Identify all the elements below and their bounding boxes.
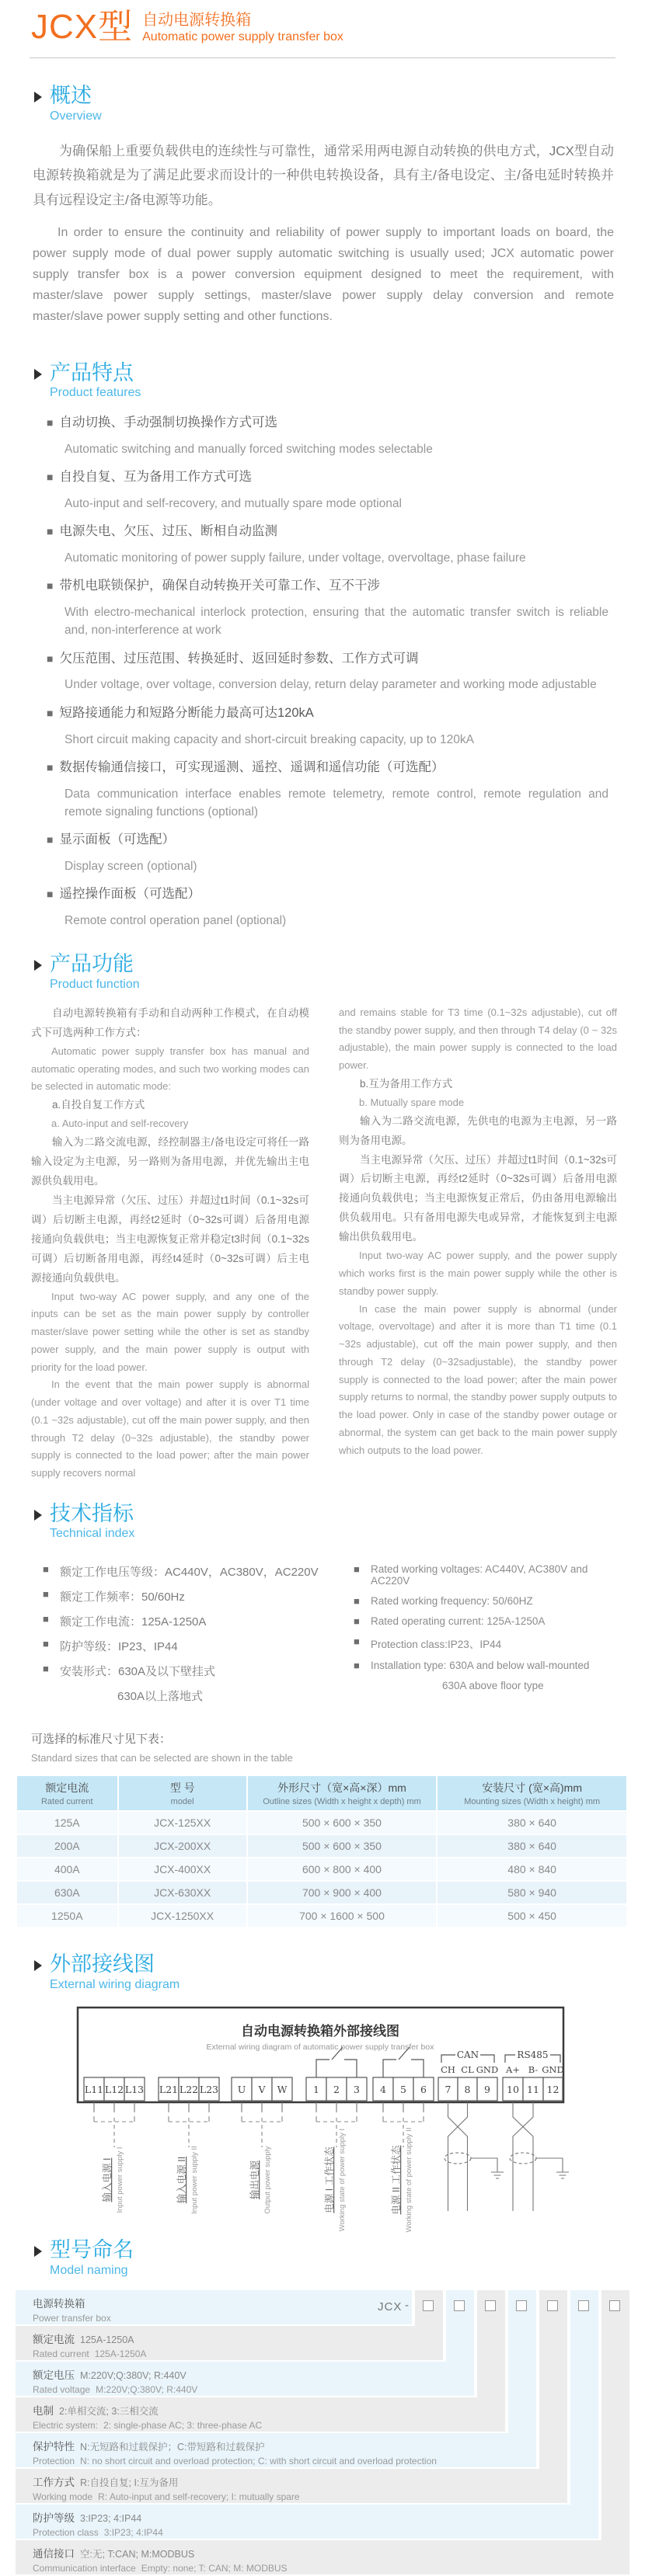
- feature-item: [47, 524, 614, 567]
- square-bullet-icon: ■: [47, 760, 54, 773]
- square-bullet-icon: ■: [43, 1613, 49, 1625]
- svg-text:L12: L12: [104, 2084, 124, 2096]
- tech-item: [43, 1588, 354, 1604]
- model-dash: -: [405, 2298, 409, 2312]
- naming-column-strip: [508, 2290, 536, 2467]
- naming-value-en: R: Auto-input and self-recovery; I: mutually spare: [98, 2491, 300, 2502]
- function-paragraph: Input two-way AC power supply, and the power supply which works first is the main power supply while the other is standby power supply.: [339, 1250, 617, 1297]
- naming-value-en: 2: single-phase AC; 3: three-phase AC: [103, 2419, 263, 2431]
- feature-text-en: Remote control operation panel (optional): [64, 913, 287, 927]
- feature-text-en: Under voltage, over voltage, conversion delay, return delay parameter and working mode adjustable: [64, 678, 597, 692]
- naming-value-en: 125A-1250A: [94, 2348, 147, 2359]
- square-bullet-icon: ■: [43, 1563, 49, 1576]
- svg-text:9: 9: [484, 2084, 490, 2096]
- cell-outline-size: 500 × 600 × 350: [248, 1835, 437, 1857]
- section-arrow-icon: [34, 960, 42, 971]
- section-title-cn: 外部接线图: [50, 1952, 155, 1976]
- group-label-cn: 电源 II 工作状态: [391, 2145, 402, 2215]
- function-paragraph: b.互为备用工作方式: [360, 1077, 453, 1090]
- naming-value-en: Empty: none; T: CAN; M: MODBUS: [141, 2562, 288, 2574]
- naming-value-en: M:220V;Q:380V; R:440V: [96, 2383, 198, 2395]
- naming-value-cn: 2:单相交流; 3:三相交流: [59, 2405, 159, 2417]
- feature-item: [47, 470, 614, 513]
- feature-text-en: Display screen (optional): [64, 859, 197, 873]
- svg-text:L21: L21: [159, 2084, 179, 2096]
- feature-item: [47, 833, 614, 875]
- section-arrow-icon: [34, 2246, 42, 2257]
- cell-rated-current: 125A: [17, 1812, 117, 1834]
- tech-item: [354, 1615, 622, 1627]
- page-header: [31, 9, 614, 45]
- square-bullet-icon: [43, 1688, 60, 1704]
- feature-item: [47, 760, 614, 821]
- diagram-title-en: External wiring diagram of automatic power supply transfer box: [206, 2042, 434, 2053]
- tech-list-cn: [43, 1555, 354, 1704]
- function-paragraph: 自动电源转换箱有手动和自动两种工作模式，在自动模式下可选两种工作方式：: [31, 1006, 309, 1038]
- naming-value-cn: 3:IP23; 4:IP44: [80, 2512, 142, 2524]
- naming-label-cn: 通信接口: [33, 2547, 75, 2560]
- tech-text: Rated working frequency: 50/60HZ: [371, 1595, 533, 1608]
- tech-item: [354, 1680, 622, 1691]
- rs485-bus-label: RS485: [517, 2049, 549, 2061]
- twisted-pair-can: [445, 2102, 504, 2211]
- tech-text: Rated operating current: 125A-1250A: [371, 1615, 546, 1628]
- group-brackets: [94, 2116, 424, 2147]
- svg-text:L22: L22: [179, 2084, 199, 2096]
- tech-item: [354, 1595, 622, 1607]
- tech-item: [43, 1638, 354, 1654]
- section-title-en: Model naming: [50, 2263, 128, 2277]
- feature-text-cn: 欠压范围、过压范围、转换延时、返回延时参数、工作方式可调: [59, 651, 419, 666]
- code-box: [547, 2300, 558, 2311]
- group-label-en: Input power supply II: [190, 2146, 199, 2214]
- function-paragraph: and remains stable for T3 time (0.1~32s adjustable), cut off the standby power supply, and then through T4 delay (0 ~ 32s adjustable), the main power supply is connected to the load power.: [339, 1006, 617, 1072]
- tech-item: [354, 1636, 622, 1651]
- square-bullet-icon: ■: [47, 706, 54, 719]
- feature-text-cn: 遥控操作面板（可选配）: [59, 887, 200, 902]
- square-bullet-icon: ■: [43, 1588, 49, 1601]
- naming-label-en: Protection: [33, 2455, 75, 2466]
- naming-label-en: Electric system:: [33, 2419, 99, 2431]
- wiring-diagram: [0, 2003, 645, 2236]
- feature-item: [47, 887, 614, 930]
- section-header-naming: [34, 2239, 645, 2278]
- naming-label-cn: 工作方式: [33, 2476, 75, 2488]
- model-naming-row: [16, 2469, 567, 2503]
- square-bullet-icon: ■: [47, 525, 54, 538]
- svg-text:A+: A+: [506, 2064, 520, 2076]
- section-header-wiring: [34, 1953, 645, 1992]
- ground-icon: [536, 2158, 569, 2178]
- svg-text:B-: B-: [528, 2064, 539, 2076]
- naming-label-cn: 保护特性: [33, 2440, 75, 2453]
- datasheet-page: [0, 9, 645, 2572]
- model-naming-row: [16, 2290, 412, 2324]
- group-label-cn: 输入电源 I: [102, 2157, 113, 2202]
- tech-text: 安装形式：630A及以下壁挂式: [60, 1665, 216, 1679]
- model-naming-row: [16, 2326, 443, 2360]
- col-header-en: Outline sizes (Width x height x depth) mm: [263, 1797, 421, 1807]
- group-label-en: Working state of power supply I: [338, 2128, 347, 2232]
- cell-rated-current: 630A: [17, 1882, 117, 1903]
- svg-text:CH: CH: [441, 2064, 455, 2076]
- feature-text-cn: 自投自复、互为备用工作方式可选: [59, 470, 252, 485]
- svg-text:10: 10: [507, 2084, 519, 2096]
- table-note-en: Standard sizes that can be selected are shown in the table: [31, 1752, 293, 1764]
- group-labels: [101, 2128, 413, 2233]
- svg-text:7: 7: [445, 2084, 452, 2096]
- square-bullet-icon: ■: [47, 888, 54, 901]
- function-paragraph: 当主电源异常（欠压、过压）并超过t1时间（0.1~32s可调）后切断主电源，再经t2延时（0~32s可调）后备用电源接通向负载供电；当主电源恢复正常后，仍由备用电源输出供负载用电。只有备用电源失电或异常，才能恢复到主电源输出供负载用电。: [339, 1153, 617, 1243]
- naming-value-cn: 125A-1250A: [80, 2334, 134, 2345]
- naming-label-en: Rated current: [33, 2348, 89, 2359]
- wire-stubs: [94, 2102, 424, 2112]
- model-naming-row: [16, 2397, 505, 2432]
- square-bullet-icon: ■: [43, 1638, 49, 1650]
- product-model-title: JCX型: [31, 8, 134, 46]
- section-arrow-icon: [34, 369, 42, 380]
- feature-text-en: Auto-input and self-recovery, and mutually spare mode optional: [64, 497, 402, 511]
- tech-list-en: [354, 1555, 622, 1704]
- function-column-right: [339, 1004, 617, 1483]
- feature-text-cn: 带机电联锁保护，确保自动转换开关可靠工作、互不干涉: [59, 579, 380, 593]
- feature-item: [47, 706, 614, 749]
- section-title-cn: 型号命名: [50, 2238, 134, 2262]
- section-title-cn: 产品功能: [50, 952, 134, 976]
- col-header-en: Rated current: [40, 1797, 93, 1807]
- svg-text:4: 4: [380, 2084, 386, 2096]
- function-column-left: [31, 1004, 309, 1483]
- col-header-en: model: [170, 1797, 194, 1807]
- group-label-en: Output power supply: [263, 2146, 272, 2214]
- col-header-cn: 额定电流: [45, 1782, 89, 1795]
- table-row: [17, 1905, 626, 1927]
- product-title-en: Automatic power supply transfer box: [142, 30, 343, 43]
- function-paragraph: Input two-way AC power supply, and any one of the inputs can be set as the main power supply by controller master/slave power setting while the other is set as standby power supply, and the main power supply is output with priority for the load power.: [31, 1290, 309, 1373]
- code-box: [485, 2300, 496, 2311]
- naming-column-strip: [601, 2290, 629, 2574]
- cell-model: JCX-400XX: [119, 1858, 246, 1880]
- svg-text:W: W: [277, 2084, 288, 2096]
- naming-column-strip: [446, 2290, 474, 2396]
- naming-value-cn: 空:无; T:CAN; M:MODBUS: [80, 2548, 195, 2560]
- section-title-en: Product function: [50, 977, 140, 991]
- section-header-tech: [34, 1503, 645, 1542]
- square-bullet-icon: ■: [354, 1595, 360, 1608]
- naming-value-cn: R:自投自复; I:互为备用: [80, 2477, 179, 2488]
- square-bullet-icon: ■: [47, 416, 54, 429]
- cell-mounting-size: 580 × 940: [438, 1882, 626, 1903]
- svg-text:8: 8: [464, 2084, 471, 2096]
- naming-label-en: Power transfer box: [33, 2312, 111, 2324]
- naming-label-cn: 电源转换箱: [33, 2297, 85, 2310]
- group-label-cn: 输入电源 II: [176, 2156, 187, 2204]
- section-arrow-icon: [34, 92, 42, 103]
- feature-text-cn: 电源失电、欠压、过压、断相自动监测: [59, 524, 277, 539]
- tech-text: 防护等级：IP23、IP44: [60, 1640, 178, 1654]
- section-title-cn: 技术指标: [50, 1501, 134, 1525]
- cell-rated-current: 1250A: [17, 1905, 117, 1927]
- square-bullet-icon: ■: [47, 652, 54, 665]
- feature-text-en: With electro-mechanical interlock protection, ensuring that the automatic transfer switch is reliable and, non-interference at work: [64, 606, 608, 638]
- svg-text:GND: GND: [542, 2064, 564, 2076]
- feature-item: [47, 652, 614, 694]
- model-naming-row: [16, 2540, 629, 2574]
- square-bullet-icon: ■: [47, 579, 54, 593]
- svg-text:3: 3: [354, 2084, 360, 2096]
- tech-item: [354, 1660, 622, 1671]
- col-header-cn: 外形尺寸（宽×高×深）mm: [277, 1782, 406, 1795]
- model-prefix: JCX: [378, 2300, 403, 2314]
- table-row: [17, 1835, 626, 1857]
- tech-item: [43, 1563, 354, 1580]
- naming-label-cn: 额定电压: [33, 2369, 75, 2381]
- code-box: [516, 2300, 527, 2311]
- cell-model: JCX-630XX: [119, 1882, 246, 1903]
- function-paragraph: In the event that the main power supply is abnormal (under voltage and over voltage) and after it is over T1 time (0.1 ~32s adjustable), cut off the main power supply, and then through T2 delay (0~32s adjustable), the standby power supply is connected to the load power; after the main power supply recovers normal: [31, 1378, 309, 1479]
- ground-icon: [471, 2158, 504, 2178]
- table-note-cn: 可选择的标准尺寸见下表：: [31, 1733, 172, 1747]
- section-title-cn: 产品特点: [50, 360, 134, 384]
- section-arrow-icon: [34, 1960, 42, 1971]
- cell-model: JCX-125XX: [119, 1812, 246, 1834]
- tech-text: Rated working voltages: AC440V, AC380V and AC220V: [371, 1563, 588, 1587]
- group-label-cn: 电源 I 工作状态: [324, 2147, 335, 2213]
- square-bullet-icon: [354, 1680, 371, 1691]
- naming-label-en: Working mode: [33, 2491, 93, 2502]
- table-row: [17, 1858, 626, 1880]
- cell-outline-size: 500 × 600 × 350: [248, 1812, 437, 1834]
- function-paragraph: 输入为二路交流电源，先供电的电源为主电源，另一路则为备用电源。: [339, 1114, 617, 1146]
- square-bullet-icon: ■: [43, 1663, 49, 1675]
- feature-list: [47, 415, 614, 930]
- feature-text-cn: 短路接通能力和短路分断能力最高可达120kA: [59, 705, 314, 720]
- svg-text:V: V: [258, 2084, 266, 2096]
- tech-text: 630A above floor type: [442, 1680, 544, 1692]
- tech-item: [354, 1563, 622, 1587]
- group-label-en: Working state of power supply II: [405, 2127, 413, 2233]
- tech-text: 额定工作电压等级：AC440V，AC380V，AC220V: [60, 1566, 319, 1580]
- section-title-en: External wiring diagram: [50, 1978, 180, 1992]
- feature-text-en: Automatic monitoring of power supply failure, under voltage, overvoltage, phase failure: [64, 551, 526, 565]
- model-naming-diagram: [0, 2290, 645, 2574]
- feature-item: [47, 415, 614, 458]
- section-header-features: [34, 362, 645, 401]
- code-box: [454, 2300, 465, 2311]
- square-bullet-icon: ■: [47, 471, 54, 484]
- model-naming-row: [16, 2433, 536, 2467]
- standard-sizes-table: [16, 1775, 628, 1928]
- product-title-cn: 自动电源转换箱: [142, 12, 252, 29]
- naming-value-en: N: no short circuit and overload protection; C: with short circuit and overload protection: [80, 2455, 437, 2466]
- cell-mounting-size: 380 × 640: [438, 1835, 626, 1857]
- tech-item: [43, 1613, 354, 1629]
- square-bullet-icon: ■: [354, 1563, 360, 1576]
- diagram-title-cn: 自动电源转换箱外部接线图: [241, 2024, 399, 2040]
- col-header-en: Mounting sizes (Width x height) mm: [464, 1797, 601, 1807]
- svg-text:12: 12: [546, 2084, 560, 2096]
- cell-outline-size: 700 × 1600 × 500: [248, 1905, 437, 1927]
- naming-column-strip: [477, 2290, 505, 2432]
- section-header-overview: [34, 85, 645, 123]
- tech-text: 额定工作电流：125A-1250A: [60, 1615, 207, 1629]
- naming-column-strip: [405, 2290, 443, 2360]
- cell-outline-size: 700 × 900 × 400: [248, 1882, 437, 1903]
- cell-mounting-size: 480 × 840: [438, 1858, 626, 1880]
- function-paragraph: In case the main power supply is abnormal (under voltage, overvoltage) and after it is more than T1 time (0.1 ~32s adjustable), cut off the main power supply, and then through T2 delay (0~32sadjustable), the standby power supply is connected to the load power; after the main power supply returns to normal, the standby power supply outputs to the load power. Only in case of the standby power outage or abnormal, the system can get back to the main power supply which outputs to the load power.: [339, 1302, 617, 1456]
- cell-model: JCX-1250XX: [119, 1905, 246, 1927]
- cell-model: JCX-200XX: [119, 1835, 246, 1857]
- tech-text: Protection class:IP23、IP44: [371, 1639, 502, 1651]
- section-title-en: Overview: [50, 109, 102, 123]
- naming-label-en: Rated voltage: [33, 2383, 91, 2395]
- cell-mounting-size: 500 × 450: [438, 1905, 626, 1927]
- naming-label-cn: 防护等级: [33, 2512, 75, 2524]
- overview-paragraph-en: In order to ensure the continuity and reliability of power supply to important loads on board, the power supply mode of dual power supply automatic switching is usually used; JCX automatic power supply transfer box is a power conversion equipment designed to meet the requirement, with master/slave power supply settings, master/slave power supply delay conversion and remote master/slave power supply setting and other functions.: [33, 226, 614, 323]
- model-naming-row: [16, 2362, 474, 2396]
- naming-label-en: Protection class: [33, 2526, 99, 2538]
- code-box: [423, 2300, 434, 2311]
- section-title-cn: 概述: [50, 84, 92, 108]
- feature-text-en: Automatic switching and manually forced switching modes selectable: [64, 443, 433, 457]
- feature-text-cn: 数据传输通信接口，可实现遥测、遥控、遥调和遥信功能（可选配）: [59, 760, 445, 774]
- svg-text:L23: L23: [199, 2084, 219, 2096]
- table-row: [17, 1882, 626, 1903]
- cell-mounting-size: 380 × 640: [438, 1812, 626, 1834]
- feature-text-en: Short circuit making capacity and short-circuit breaking capacity, up to 120kA: [64, 732, 474, 746]
- naming-value-cn: M:220V;Q:380V; R:440V: [80, 2369, 187, 2381]
- naming-value-en: 3:IP23; 4:IP44: [103, 2526, 163, 2538]
- function-paragraph: 输入为二路交流电源，经控制器主/备电设定可将任一路输入设定为主电源，另一路则为备用电源，并优先输出主电源供负载用电。: [31, 1135, 309, 1187]
- feature-text-en: Data communication interface enables remote telemetry, remote control, remote regulation and remote signaling functions (optional): [64, 787, 608, 819]
- tech-text: Installation type: 630A and below wall-mounted: [371, 1660, 590, 1672]
- twisted-pair-rs485: [510, 2102, 569, 2211]
- col-header-cn: 安装尺寸 (宽×高)mm: [482, 1782, 582, 1795]
- svg-text:11: 11: [527, 2084, 539, 2096]
- cell-rated-current: 400A: [17, 1858, 117, 1880]
- naming-label-cn: 额定电流: [33, 2333, 75, 2345]
- overview-paragraph-cn: 为确保船上重要负载供电的连续性与可靠性，通常采用两电源自动转换的供电方式，JCX型自动电源转换箱就是为了满足此要求而设计的一种供电转换设备，具有主/备电设定、主/备电延时转换并具有远程设定主/备电源等功能。: [33, 143, 614, 207]
- section-title-en: Technical index: [50, 1527, 135, 1541]
- tech-item: [43, 1663, 354, 1679]
- code-box: [578, 2300, 589, 2311]
- svg-text:L11: L11: [84, 2084, 104, 2096]
- group-label-cn: 输出电源: [249, 2161, 260, 2200]
- section-title-en: Product features: [50, 386, 141, 400]
- feature-text-cn: 显示面板（可选配）: [59, 833, 175, 847]
- svg-text:CL: CL: [461, 2064, 474, 2076]
- naming-value-cn: N:无短路和过载保护；C:带短路和过载保护: [80, 2441, 265, 2453]
- feature-item: [47, 579, 614, 639]
- naming-column-strip: [539, 2290, 567, 2503]
- function-paragraph: a. Auto-input and self-recovery: [51, 1118, 189, 1130]
- col-header-cn: 型 号: [169, 1782, 195, 1795]
- function-paragraph: a.自投自复工作方式: [52, 1099, 145, 1111]
- square-bullet-icon: ■: [354, 1636, 360, 1648]
- square-bullet-icon: ■: [354, 1660, 360, 1672]
- svg-text:6: 6: [420, 2084, 427, 2096]
- cell-rated-current: 200A: [17, 1835, 117, 1857]
- svg-text:1: 1: [313, 2084, 319, 2096]
- svg-text:L13: L13: [124, 2084, 145, 2096]
- naming-column-strip: [570, 2290, 598, 2539]
- section-arrow-icon: [34, 1510, 42, 1521]
- svg-text:U: U: [237, 2084, 246, 2096]
- feature-text-cn: 自动切换、手动强制切换操作方式可选: [59, 415, 277, 430]
- code-box: [609, 2300, 620, 2311]
- function-paragraph: 当主电源异常（欠压、过压）并超过t1时间（0.1~32s可调）后切断主电源，再经t2延时（0~32s可调）后备用电源接通向负载供电；当主电源恢复正常并稳定t3时间（0.1~32s可调）后切断备用电源，再经t4延时（0~32s可调）后主电源接通向负载供电。: [31, 1194, 309, 1284]
- svg-text:2: 2: [333, 2084, 340, 2096]
- tech-item: [43, 1688, 354, 1704]
- group-label-en: Input power supply I: [116, 2147, 124, 2213]
- header-divider: [30, 57, 615, 58]
- function-paragraph: b. Mutually spare mode: [359, 1096, 465, 1108]
- naming-label-en: Communication interface: [33, 2562, 136, 2574]
- table-header-row: [17, 1776, 626, 1810]
- model-naming-rows: [16, 2290, 629, 2576]
- svg-text:GND: GND: [476, 2064, 499, 2076]
- tech-text: 630A以上落地式: [117, 1690, 204, 1704]
- can-bus-label: CAN: [456, 2049, 479, 2061]
- svg-text:5: 5: [400, 2084, 406, 2096]
- cell-outline-size: 600 × 800 × 400: [248, 1858, 437, 1880]
- square-bullet-icon: ■: [354, 1615, 360, 1628]
- section-header-function: [34, 953, 645, 992]
- function-paragraph: Automatic power supply transfer box has manual and automatic operating modes, and such two working modes can be selected in automatic mode:: [31, 1045, 309, 1093]
- square-bullet-icon: ■: [47, 833, 54, 846]
- tech-text: 额定工作频率：50/60Hz: [60, 1590, 185, 1604]
- table-row: [17, 1812, 626, 1834]
- model-naming-row: [16, 2505, 598, 2539]
- naming-label-cn: 电制: [33, 2404, 54, 2417]
